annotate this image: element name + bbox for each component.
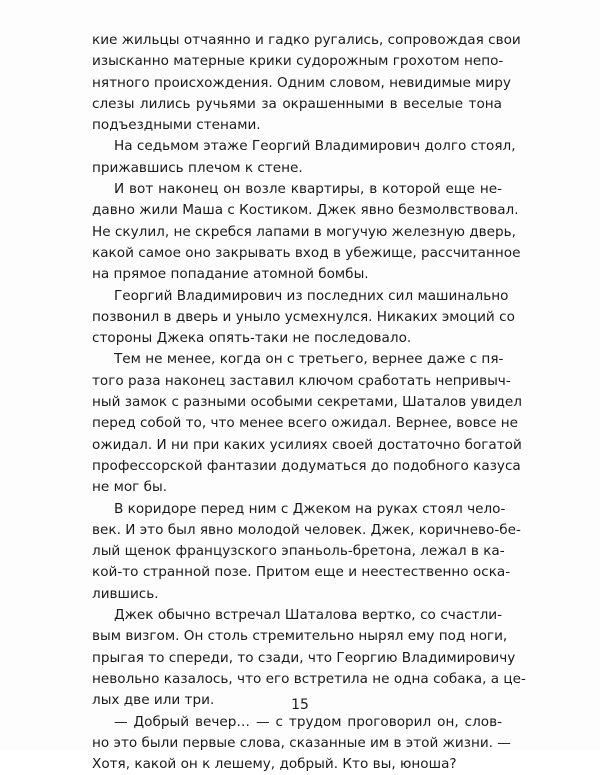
text-line: прижавшись плечом к стене. xyxy=(92,158,502,179)
text-line: лившись. xyxy=(92,584,502,605)
text-line: подъездными стенами. xyxy=(92,115,502,136)
text-line: вым визгом. Он столь стремительно нырял ему под ноги, xyxy=(92,626,502,647)
text-line: Хотя, какой он к лешему, добрый. Кто вы, юноша? xyxy=(92,754,502,775)
text-line: И вот наконец он возле квартиры, в которой еще не- xyxy=(92,179,502,200)
text-line: ный замок с разными особыми секретами, Шаталов увидел xyxy=(92,392,502,413)
text-line: кой-то странной позе. Притом еще и неестественно оска- xyxy=(92,562,502,583)
page-number: 15 xyxy=(0,697,600,713)
text-line: Джек обычно встречал Шаталова вертко, со счастли- xyxy=(92,605,502,626)
text-line: профессорской фантазии додуматься до подобного казуса xyxy=(92,456,502,477)
paragraph xyxy=(92,179,502,285)
text-line: На седьмом этаже Георгий Владимирович долго стоял, xyxy=(92,136,502,157)
text-line: кие жильцы отчаянно и гадко ругались, сопровождая свои xyxy=(92,30,502,51)
text-line: век. И это был явно молодой человек. Джек, коричнево-бе- xyxy=(92,520,502,541)
text-line: на прямое попадание атомной бомбы. xyxy=(92,264,502,285)
text-line: лый щенок французского эпаньоль-бретона, лежал в ка- xyxy=(92,541,502,562)
text-line: прыгая то спереди, то сзади, что Георгию Владимировичу xyxy=(92,648,502,669)
paragraph xyxy=(92,286,502,350)
text-line: невольно казалось, что его встретила не одна собака, а це- xyxy=(92,669,502,690)
text-line: стороны Джека опять-таки не последовало. xyxy=(92,328,502,349)
text-line: ожидал. И ни при каких усилиях своей достаточно богатой xyxy=(92,435,502,456)
text-line: Георгий Владимирович из последних сил машинально xyxy=(92,286,502,307)
text-line: того раза наконец заставил ключом сработать непривыч- xyxy=(92,371,502,392)
body-text xyxy=(92,30,502,775)
paragraph xyxy=(92,30,502,136)
text-line: давно жили Маша с Костиком. Джек явно безмолвствовал. xyxy=(92,200,502,221)
text-line: слезы лились ручьями за окрашенными в веселые тона xyxy=(92,94,502,115)
text-line: перед собой то, что менее всего ожидал. Вернее, вовсе не xyxy=(92,413,502,434)
text-line: но это были первые слова, сказанные им в этой жизни. — xyxy=(92,733,502,754)
paragraph xyxy=(92,605,502,711)
text-line: Не скулил, не скребся лапами в могучую железную дверь, xyxy=(92,222,502,243)
paragraph xyxy=(92,712,502,775)
text-line: Тем не менее, когда он с третьего, вернее даже с пя- xyxy=(92,349,502,370)
text-line: какой самое оно закрывать вход в убежище, рассчитанное xyxy=(92,243,502,264)
text-line: позвонил в дверь и уныло усмехнулся. Никаких эмоций со xyxy=(92,307,502,328)
text-line: изысканно матерные крики судорожным грохотом непо- xyxy=(92,51,502,72)
paragraph xyxy=(92,136,502,179)
paragraph xyxy=(92,499,502,605)
text-line: В коридоре перед ним с Джеком на руках стоял чело- xyxy=(92,499,502,520)
paragraph xyxy=(92,349,502,498)
text-line: не мог бы. xyxy=(92,477,502,498)
text-line: лых две или три. xyxy=(92,690,502,711)
text-line: нятного происхождения. Одним словом, невидимые миру xyxy=(92,73,502,94)
text-line: — Добрый вечер… — с трудом проговорил он, слов- xyxy=(92,712,502,733)
